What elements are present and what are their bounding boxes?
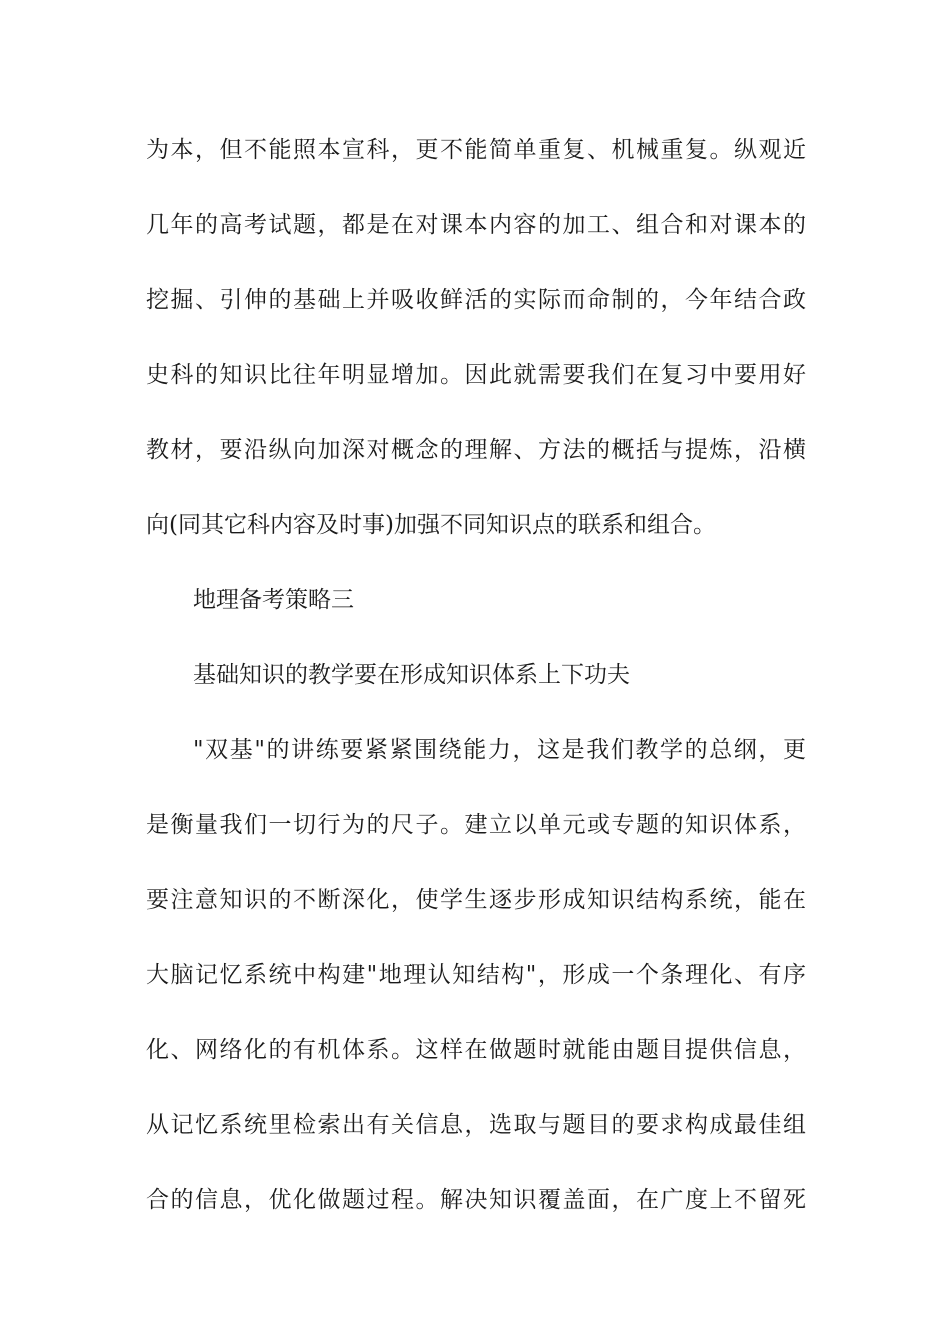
paragraph-line-10: 是衡量我们一切行为的尺子。建立以单元或专题的知识体系， — [146, 812, 806, 838]
paragraph-line-6: 向(同其它科内容及时事)加强不同知识点的联系和组合。 — [146, 512, 716, 538]
paragraph-line-11: 要注意知识的不断深化，使学生逐步形成知识结构系统，能在 — [146, 887, 806, 913]
paragraph-line-3: 挖掘、引伸的基础上并吸收鲜活的实际而命制的，今年结合政 — [146, 287, 806, 313]
paragraph-line-2: 几年的高考试题，都是在对课本内容的加工、组合和对课本的 — [146, 212, 806, 238]
paragraph-line-14: 从记忆系统里检索出有关信息，选取与题目的要求构成最佳组 — [146, 1112, 806, 1138]
paragraph-line-15: 合的信息，优化做题过程。解决知识覆盖面，在广度上不留死 — [146, 1187, 806, 1213]
paragraph-line-1: 为本，但不能照本宣科，更不能简单重复、机械重复。纵观近 — [146, 137, 806, 163]
paragraph-line-5: 教材，要沿纵向加深对概念的理解、方法的概括与提炼，沿横 — [146, 437, 806, 463]
section-heading: 地理备考策略三 — [193, 587, 354, 613]
paragraph-line-9: "双基"的讲练要紧紧围绕能力，这是我们教学的总纲，更 — [193, 737, 806, 763]
section-subheading: 基础知识的教学要在形成知识体系上下功夫 — [193, 662, 630, 688]
paragraph-line-4: 史科的知识比往年明显增加。因此就需要我们在复习中要用好 — [146, 362, 806, 388]
paragraph-line-12: 大脑记忆系统中构建"地理认知结构"，形成一个条理化、有序 — [146, 962, 806, 988]
paragraph-line-13: 化、网络化的有机体系。这样在做题时就能由题目提供信息， — [146, 1037, 806, 1063]
